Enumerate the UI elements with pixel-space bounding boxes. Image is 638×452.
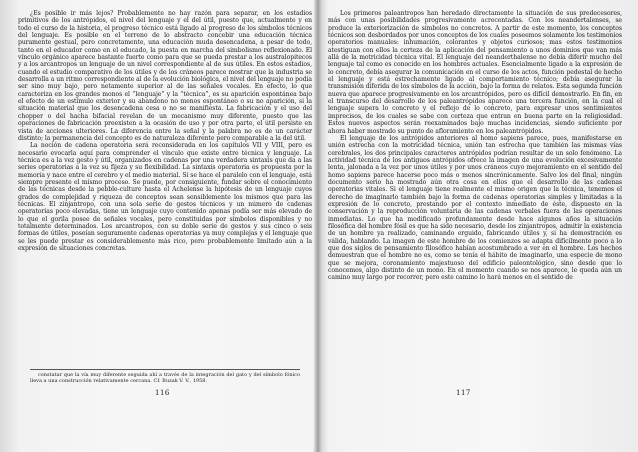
left-paragraph-1: ¿Es posible ir más lejos? Probablemente no hay razón para separar, en los estadios primitivos de los antrópidos, el nivel del lenguaje y el del útil, puesto que, actualmente y en todo el curso de la historia, el progreso técnico está ligado al progreso de los símbolos técnicos del lenguaje. Es posible en el terreno de lo abstracto concebir una educación técnica puramente gestual, pero concretamente, una educación muda desencadena, a pesar de todo, tanto en el educador como en el educado, la puesta en marcha del simbolismo reflexionado. El vínculo orgánico aparece bastante fuerte como para que se pueda prestar a los australopitecos y a los arcantropos un lenguaje de un nivel correspondiente al de sus útiles. En estos estadios, cuando el estudio comparativo de los útiles y de los cráneos parece mostrar que la industria se desarrolla a un ritmo correspondiente al de la evolución biológica, el nivel del lenguaje no podía ser sino muy bajo, pero netamente superior al de las señales vocales. En efecto, lo que caracteriza en los grandes monos el “lenguaje” y la “técnica”, es su aparición espontánea bajo el efecto de un estímulo exterior y su abandono no menos espontáneo o su no aparición, si la situación material que los desencadena cesa o no se manifiesta. La fabricación y el uso del chopper o del hacha bifacial revelan de un mecanismo muy diferente, puesto que las operaciones de fabricación preexisten a la ocasión de uso y por otra parte, el útil persiste en vista de acciones ulteriores. La diferencia entre la señal y la palabra no es de un carácter distinto; la permanencia del concepto es de naturaleza diferente pero comparable a la del útil. (18, 10, 312, 142)
right-page (328, 8, 622, 444)
left-paragraph-2: La noción de cadena operatoria será reconsiderada en los capítulos VII y VIII, pero es necesario evocarla aquí para comprender el vínculo que existe entre técnica y lenguaje. La técnica es a la vez gesto y útil, organizados en cadenas por una verdadera sintaxis que da a las series operatorias a la vez su fijeza y su flexibilidad. La sintaxis operatoria es propuesta por la memoria y nace entre el cerebro y el medio material. Si se hace el paralelo con el lenguaje, está siempre presente el mismo proceso. Se puede, por consiguiente, fundar sobre el conocimiento de las técnicas desde la pebble-culture hasta el Achelense la hipótesis de un lenguaje cuyos grados de complejidad y riqueza de conceptos sean sensiblemente los mismos que para las técnicas. El zinjantropo, con una sola serie de gestos técnicos y un número de cadenas operatorias poco elevadas, tiene un lenguaje cuyo contenido apenas podía ser más elevado de lo que el gorila posee de señales vocales, pero constituidas por símbolos disponibles y no totalmente determinados. Los arcantropos, con su doble serie de gestos y sus cinco o seis formas de útiles, poseían seguramente cadenas operatorias ya muy complejas y el lenguaje que se les puede prestar es considerablemente más rico, pero probablemente limitado aún a la expresión de situaciones concretas. (18, 142, 312, 252)
left-page (18, 8, 312, 444)
right-paragraph-1: Los primeros paleantropos han heredado directamente la situación de sus predecesores, más con unas posibilidades progresivamente acrecentadas. Con los neandertalenses, se produce la exteriorización de símbolos no concretos. A partir de este momento, los conceptos técnicos son desbordados por unos conceptos de los cuales poseemos solamente los testimonios operatorios manuales: inhumación, colorantes y objetos curiosos; mas estos testimonios atestiguan con ellos la certeza de la aplicación del pensamiento a unos dominios que van más allá de la motricidad técnica vital. El lenguaje del neanderthalense no debía diferir mucho del lenguaje tal como es conocido en los hombres actuales. Esencialmente ligado a la expresión de lo concreto, debía asegurar la comunicación en el curso de los actos, función pedestal de hecho el lenguaje y está estrechamente ligado al comportamiento técnico; debía asegurar la transmisión diferida de los símbolos de la acción, bajo la forma de relatos. Esta segunda función nueva que aparece progresivamente en los arcantrópidos, pero es difícil demostrarlo. En fin, en el transcurso del desarrollo de los paleantrópidos aparece una tercera función, en la cual el lenguaje supera lo concreto y el reflejo de lo concreto, para expresar unos sentimientos imprecisos, de los cuales se sabe con certeza que entran en buena parte en la religiosidad. Estos nuevos aspectos serán reexaminados bajo muchas incidencias, siendo suficiente por ahora haber mostrado su punto de afloramiento en los paleantrópidos. (328, 10, 622, 135)
book-gutter (314, 0, 322, 452)
right-paragraph-2: El lenguaje de los antrópidos anteriores al homo sapiens parece, pues, manifestarse en unión estrecha con la motricidad técnica, unión tan estrecha que también las mismas vías cerebrales, los dos principales caracteres antrópidos podrían resultar de un solo fenómeno. La actividad técnica de los antiguos antrópidos ofrece la imagen de una evolución excesivamente lenta, jalonada a la vez por unos útiles y por unos cráneos cuyo mejoramiento en el sentido del homo sapiens parece hacerse poco más o menos sincrónicamente. Salvo los del final, ningún documento serio ha mostrado aún otra cosa en ellos que el desarrollo de las cadenas operatorias vitales. Si el lenguaje tiene realmente el mismo origen que la técnica, tenemos el derecho de imaginarlo también bajo la forma de cadenas operatorias simples y limitadas a la expresión de lo concreto, prestando por el contexto inmediato de éste, dispuesto en la conservación y la reproducción voluntaria de las cadenas verbales fuera de las operaciones inmediatas. Lo que ha modificado profundamente desde hace algunos años la situación filosófica del hombre fósil es que ha sido necesario, desde los zinjantropos, admitir la existencia de un hombre ya realizado, caminando erguido, fabricando útiles y, si ha demostración es válida, hablando. La imagen de este hombre de los comienzos se adapta difícilmente poco a lo que dos siglos de pensamiento filosófico habían acostumbrado a ver en el hombre. Los hechos demuestran que el hombre no es, como se tenía el hábito de imaginarlo, una especie de mono que se mejora, coronamiento majestuoso del edificio paleontológico, sino desde que lo conocemos, algo distinto de un mono. En el momento cuando se nos aparece, le queda aún un camino muy largo por recorrer, pero este camino lo hará menos en el sentido de (328, 134, 622, 282)
footnote-text: constatar que la vía muy diferente seguida ahí a través de la integración del gato y del símbolo fónico lleva a una construcción relativamente cercana. Cf. Buzak V. V., 1958. (30, 372, 300, 384)
left-page-number: 116 (155, 389, 170, 397)
footnote (30, 369, 300, 384)
right-page-number: 117 (456, 389, 471, 397)
